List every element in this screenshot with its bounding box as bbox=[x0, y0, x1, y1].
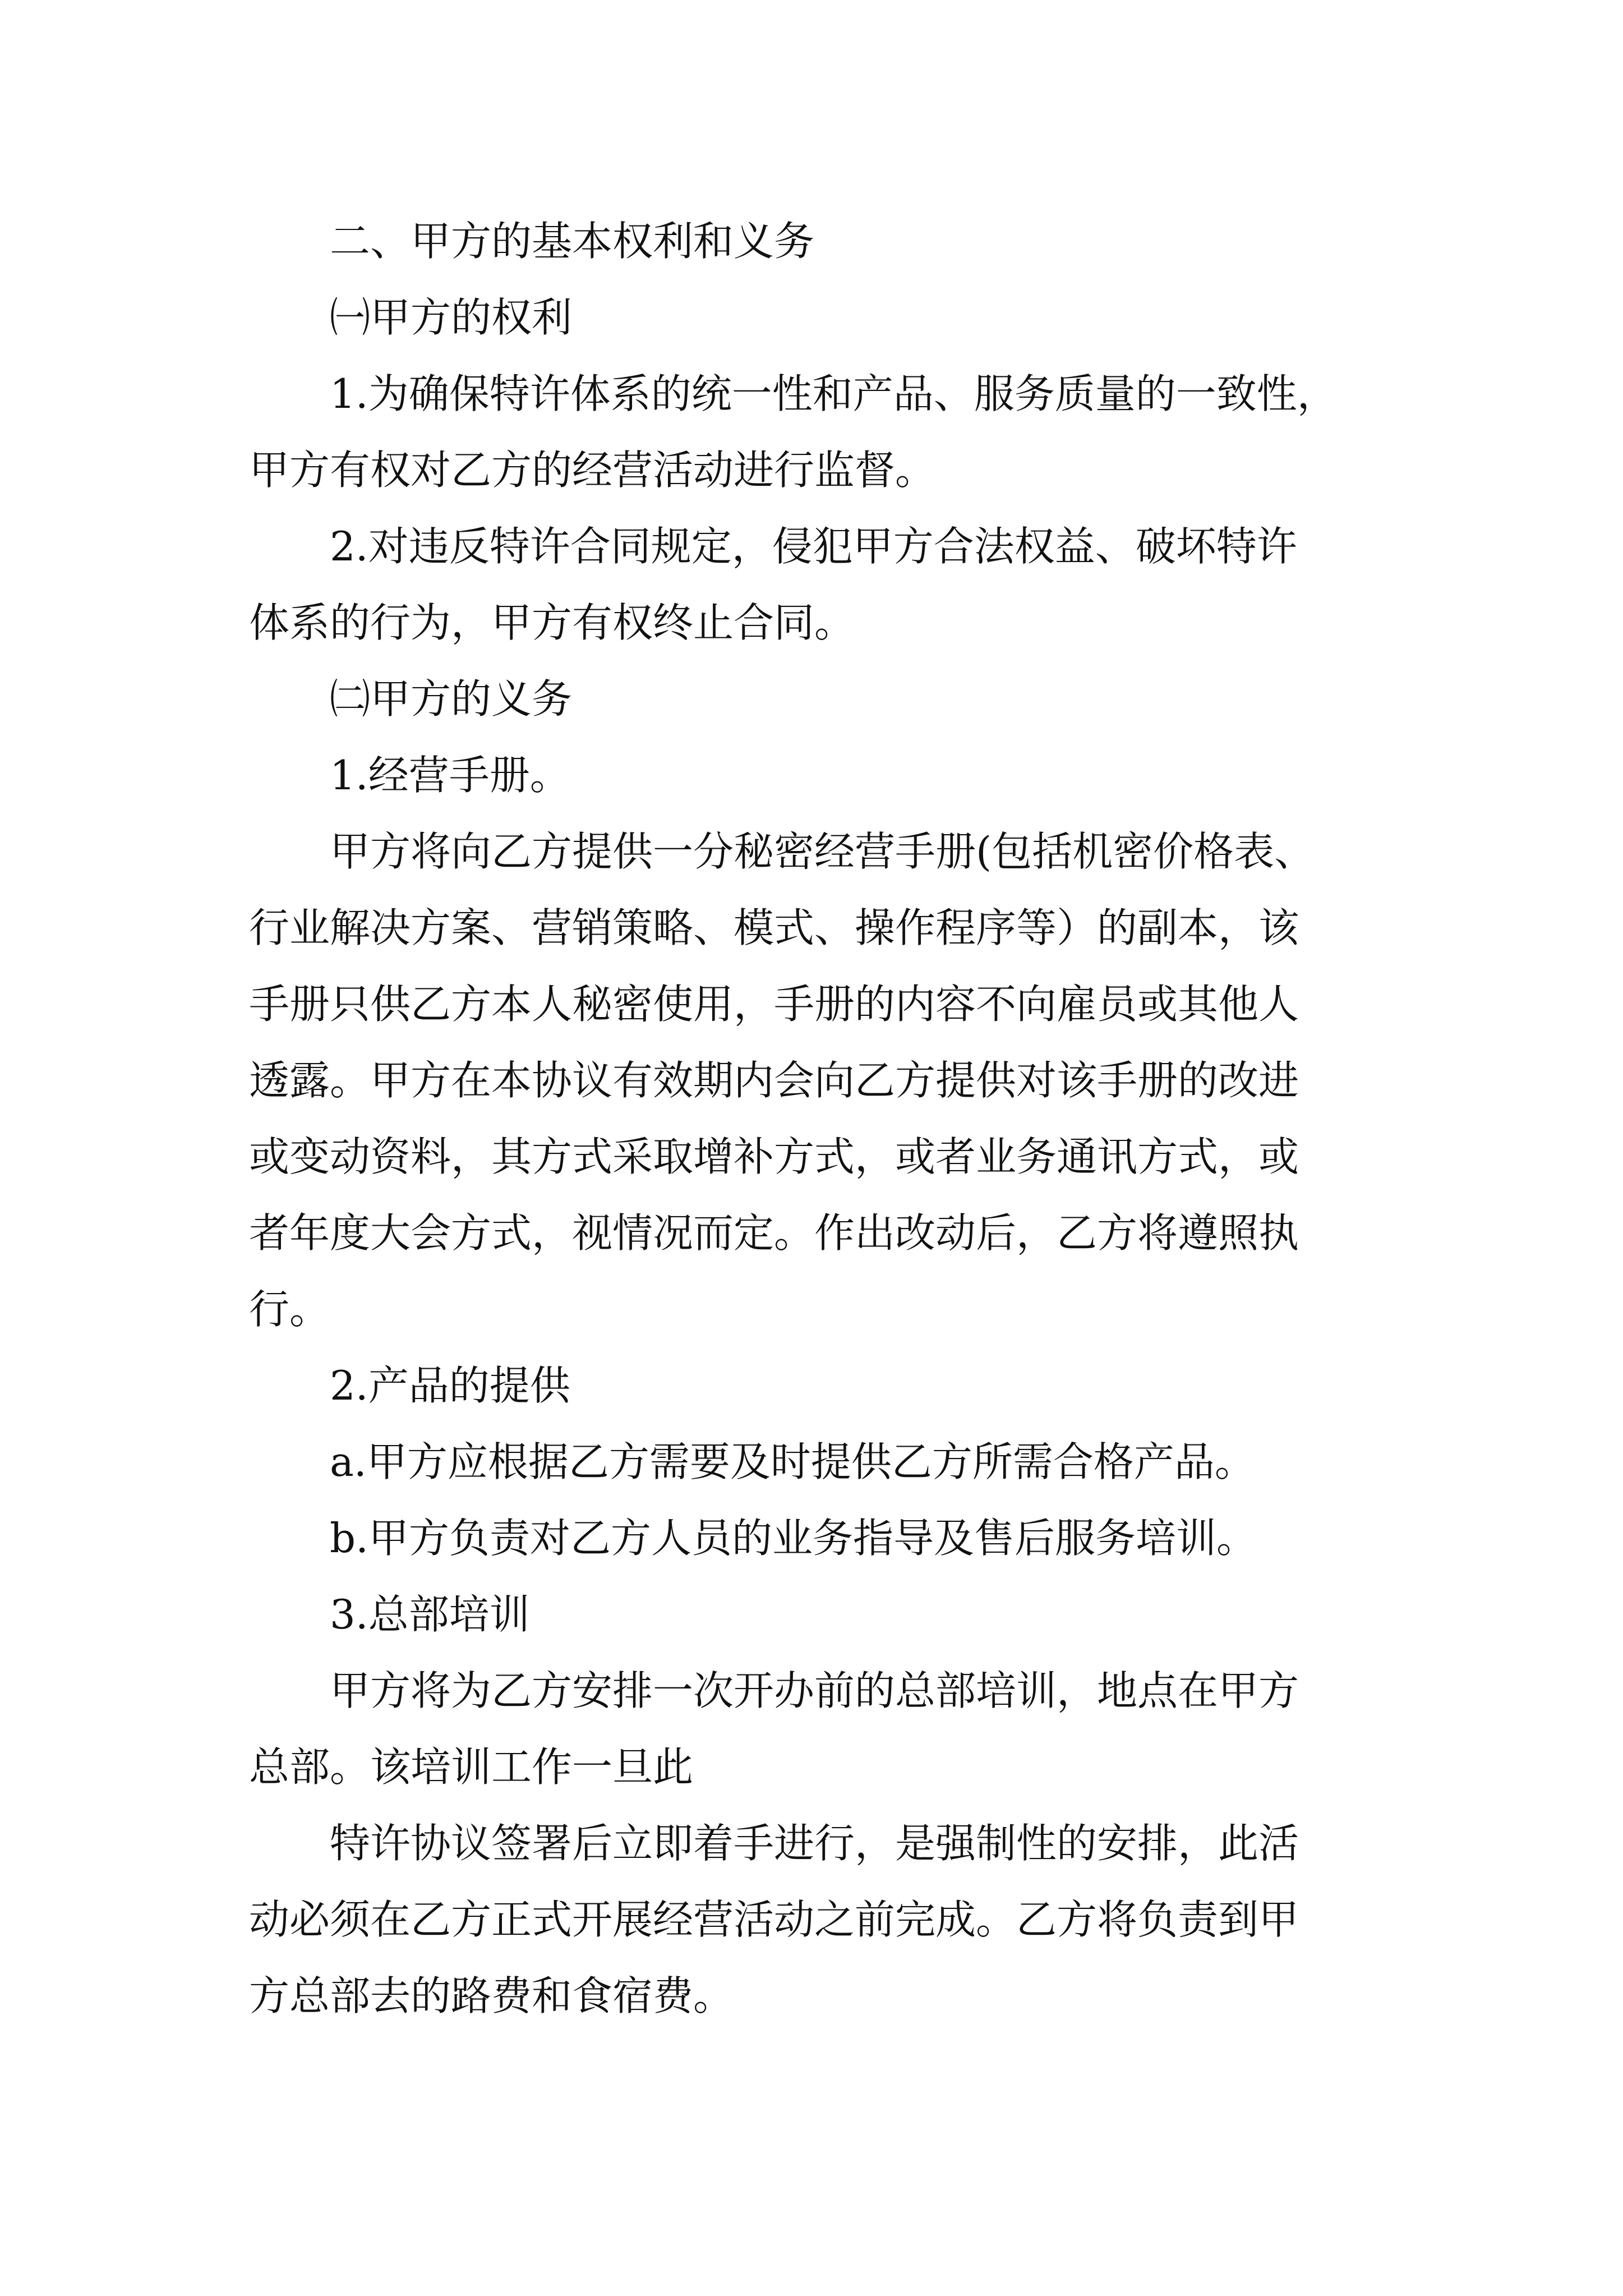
paragraph-line: 或变动资料，其方式采取增补方式，或者业务通讯方式，或 bbox=[249, 1133, 1299, 1180]
paragraph-line: 甲方将为乙方安排一次开办前的总部培训，地点在甲方 bbox=[330, 1667, 1299, 1714]
subsection-heading: ㈠甲方的权利 bbox=[330, 294, 573, 341]
paragraph-line: 手册只供乙方本人秘密使用，手册的内容不向雇员或其他人 bbox=[249, 981, 1299, 1028]
document-page bbox=[249, 203, 1386, 2034]
paragraph-line: b.甲方负责对乙方人员的业务指导及售后服务培训。 bbox=[330, 1515, 1257, 1562]
paragraph-line: 甲方有权对乙方的经营活动进行监督。 bbox=[249, 447, 936, 494]
paragraph-line: a.甲方应根据乙方需要及时提供乙方所需合格产品。 bbox=[330, 1438, 1255, 1485]
paragraph-line: 动必须在乙方正式开展经营活动之前完成。乙方将负责到甲 bbox=[249, 1896, 1299, 1943]
paragraph-line: 甲方将向乙方提供一分秘密经营手册(包括机密价格表、 bbox=[330, 828, 1315, 875]
paragraph-line: 方总部去的路费和食宿费。 bbox=[249, 1972, 734, 2019]
paragraph-line: 2.对违反特许合同规定，侵犯甲方合法权益、破坏特许 bbox=[330, 523, 1297, 570]
paragraph-line: 行业解决方案、营销策略、模式、操作程序等）的副本，该 bbox=[249, 904, 1299, 951]
paragraph-line: 1.为确保特许体系的统一性和产品、服务质量的一致性， bbox=[330, 370, 1338, 417]
paragraph-line: 特许协议签署后立即着手进行，是强制性的安排，此活 bbox=[330, 1820, 1299, 1867]
item-heading: 3.总部培训 bbox=[330, 1591, 530, 1638]
paragraph-line: 行。 bbox=[249, 1286, 330, 1333]
item-heading: 2.产品的提供 bbox=[330, 1362, 570, 1409]
paragraph-line: 透露。甲方在本协议有效期内会向乙方提供对该手册的改进 bbox=[249, 1057, 1299, 1104]
paragraph-line: 体系的行为，甲方有权终止合同。 bbox=[249, 599, 855, 646]
paragraph-line: 者年度大会方式，视情况而定。作出改动后，乙方将遵照执 bbox=[249, 1209, 1299, 1257]
item-heading: 1.经营手册。 bbox=[330, 752, 570, 799]
subsection-heading: ㈡甲方的义务 bbox=[330, 675, 573, 723]
section-heading: 二、甲方的基本权利和义务 bbox=[330, 218, 815, 265]
paragraph-line: 总部。该培训工作一旦此 bbox=[249, 1743, 694, 1791]
